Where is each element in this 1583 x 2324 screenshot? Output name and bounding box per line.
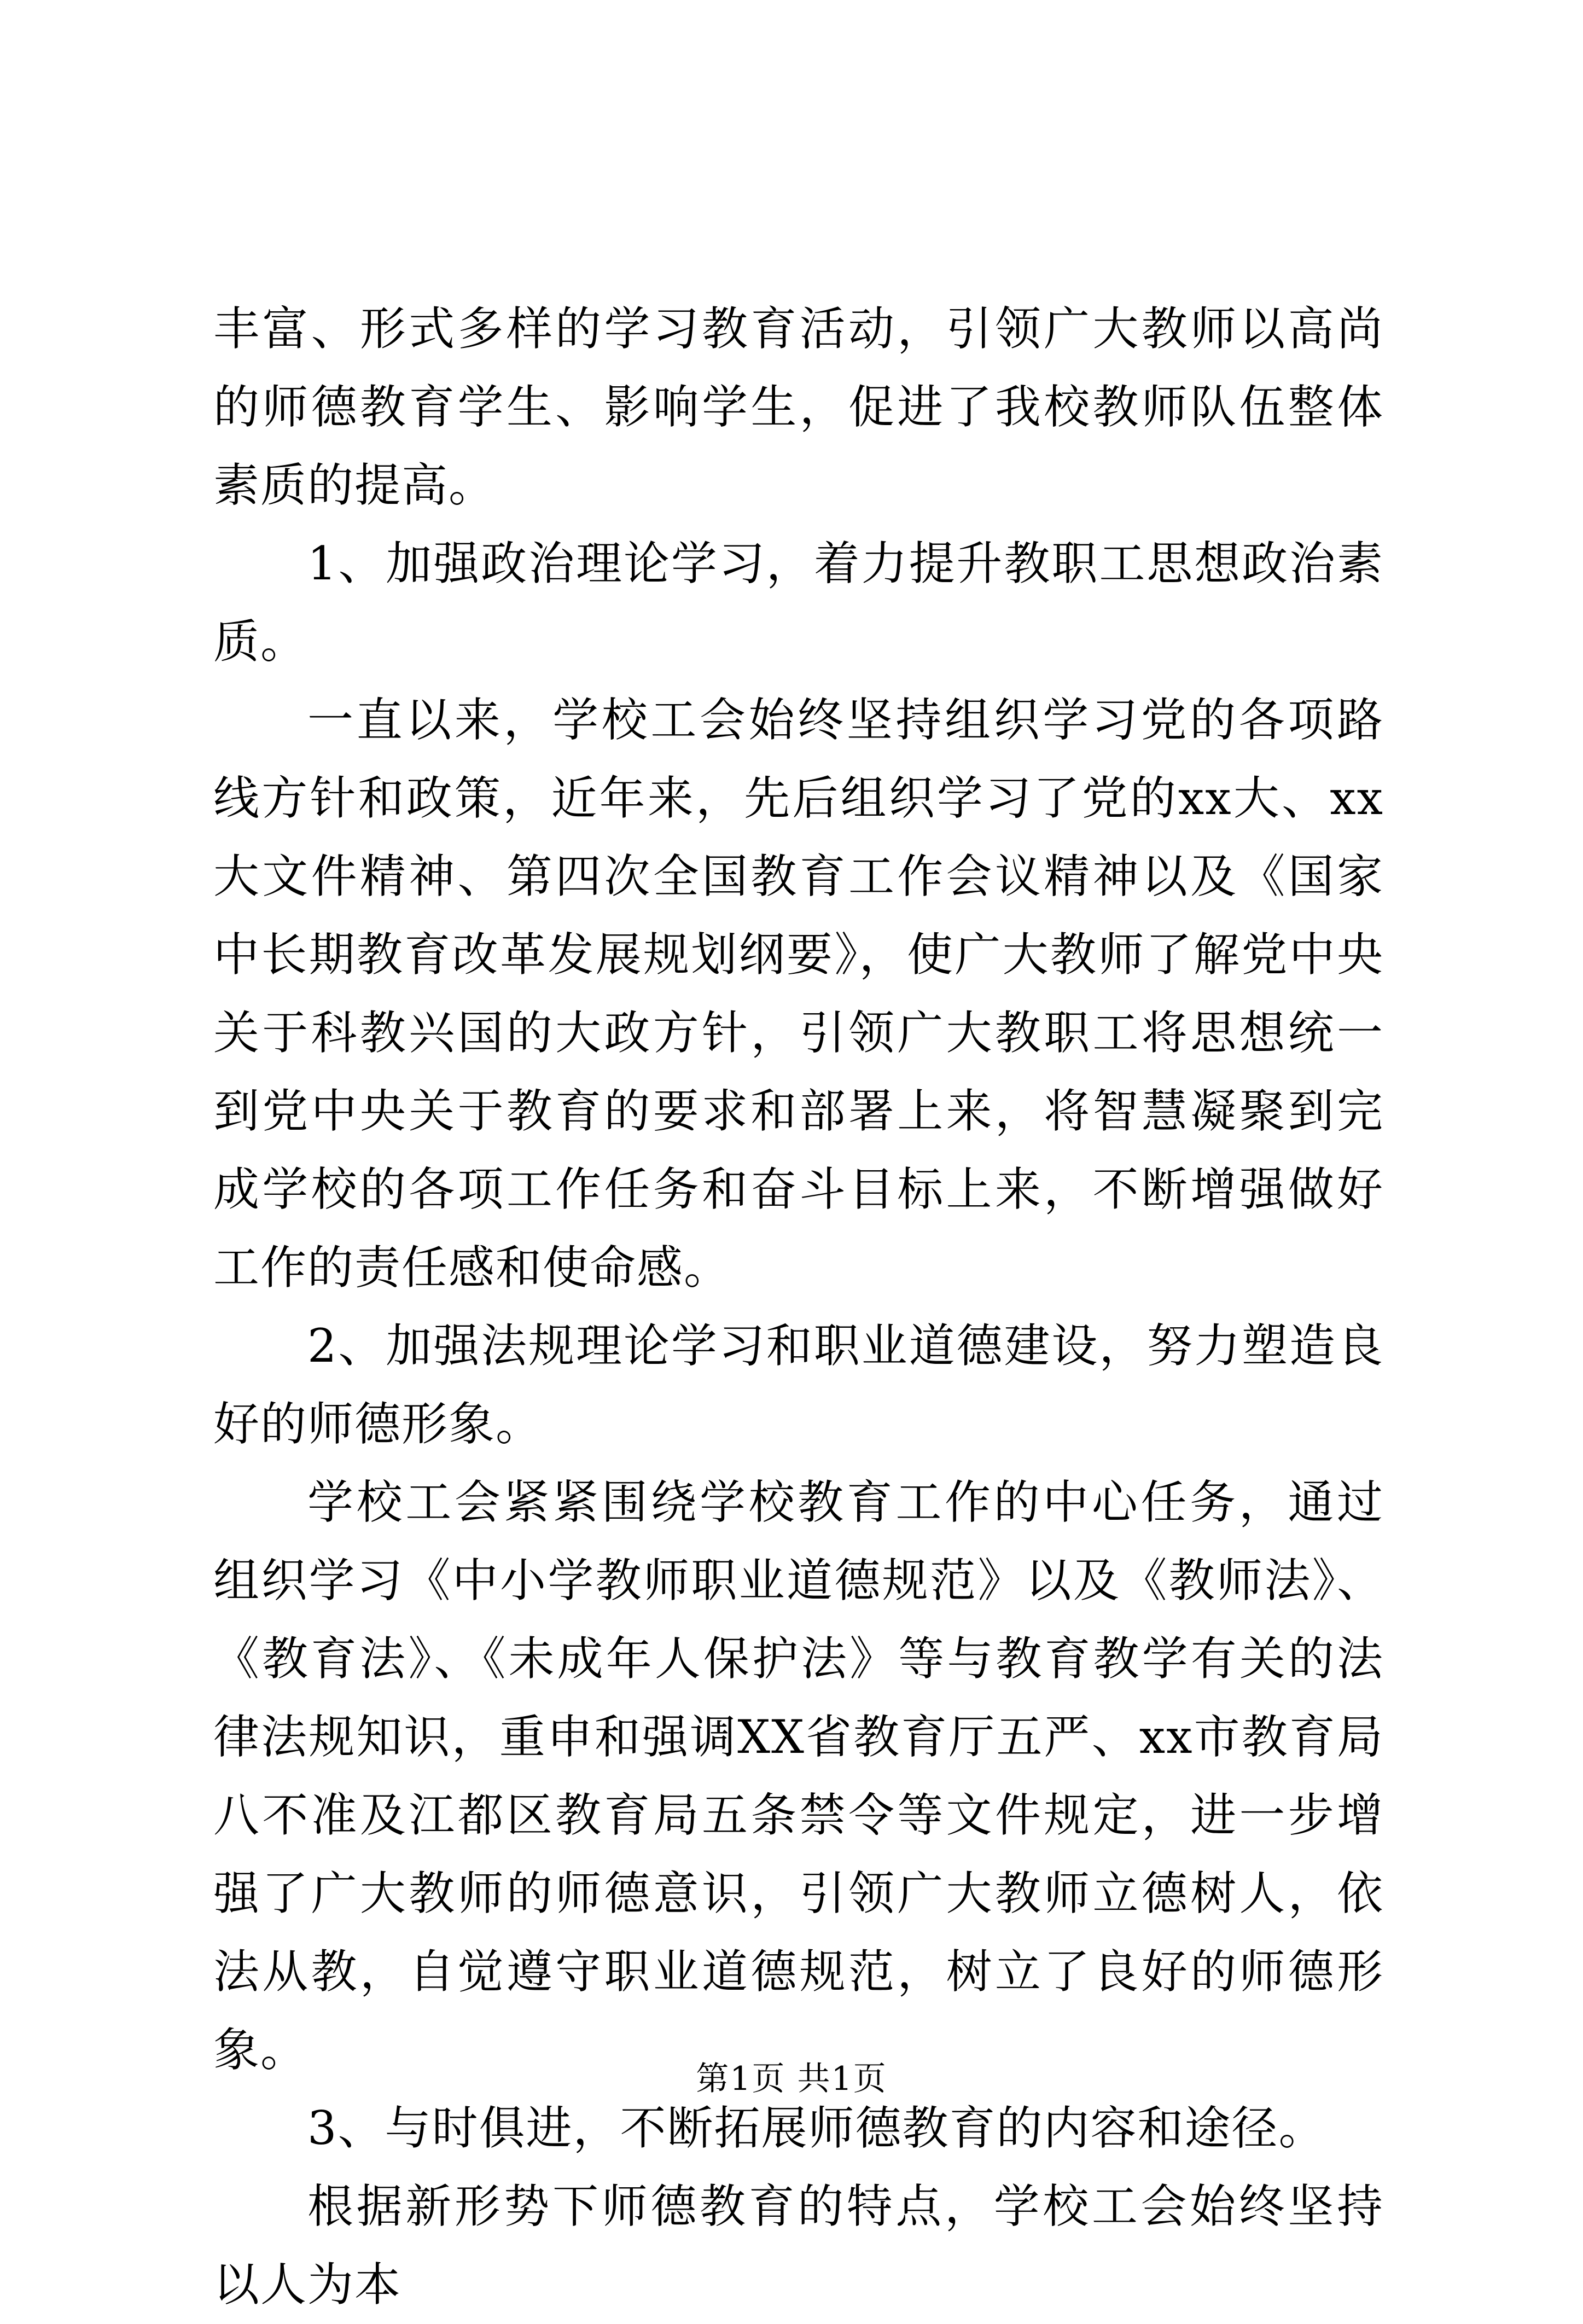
paragraph-political-study: 一直以来，学校工会始终坚持组织学习党的各项路线方针和政策，近年来，先后组织学习了党的xx大、xx大文件精神、第四次全国教育工作会议精神以及《国家中长期教育改革发展规划纲要》，使广大教师了解党中央关于科教兴国的大政方针，引领广大教职工将思想统一到党中央关于教育的要求和部署上来，将智慧凝聚到完成学校的各项工作任务和奋斗目标上来，不断增强做好工作的责任感和使命感。 [213,693,1384,1294]
paragraph-continued-intro: 丰富、形式多样的学习教育活动，引领广大教师以高尚的师德教育学生、影响学生，促进了我校教师队伍整体素质的提高。 [213,302,1384,512]
paragraph-ethics-building: 学校工会紧紧围绕学校教育工作的中心任务，通过组织学习《中小学教师职业道德规范》以及《教师法》、《教育法》、《未成年人保护法》等与教育教学有关的法律法规知识，重申和强调XX省教育厅五严、xx市教育局八不准及江都区教育局五条禁令等文件规定，进一步增强了广大教师的师德意识，引领广大教师立德树人，依法从教，自觉遵守职业道德规范，树立了良好的师德形象。 [213,1475,1384,2077]
paragraph-heading-1: 1、加强政治理论学习，着力提升教职工思想政治素质。 [213,537,1384,669]
paragraph-heading-3: 3、与时俱进，不断拓展师德教育的内容和途径。 [307,2101,1326,2155]
paragraph-heading-2: 2、加强法规理论学习和职业道德建设，努力塑造良好的师德形象。 [213,1319,1384,1451]
page-number-footer: 第1页 共1页 [696,2060,887,2098]
paragraph-new-situation: 根据新形势下师德教育的特点，学校工会始终坚持以人为本 [213,2180,1384,2311]
document-body [213,290,1384,2324]
